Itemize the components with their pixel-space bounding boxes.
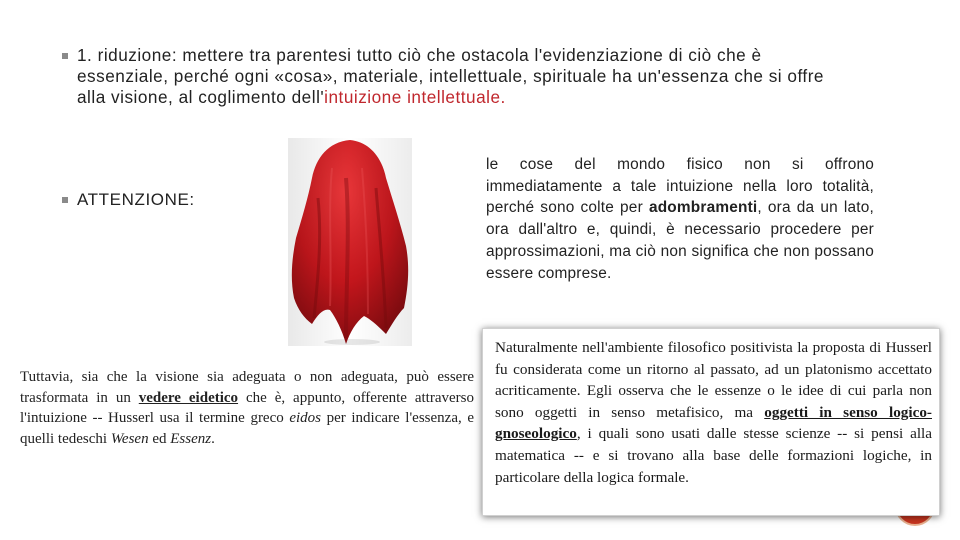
bullet-marker <box>62 197 68 203</box>
adombramenti-term: adombramenti <box>648 199 758 217</box>
eidetico-paragraph <box>20 367 474 449</box>
eidetico-text-1: Tuttavia, sia che la visione sia adeguata o non adeguata, può essere trasformata in un <box>20 369 474 406</box>
adombramenti-text-1: le cose del mondo fisico non si offrono immediatamente a tale intuizione nella loro totalità, perché sono colte per <box>486 156 874 217</box>
oggetti-logico-term: oggetti in senso logico-gnoseologico <box>495 403 932 443</box>
positivismo-box <box>482 328 940 516</box>
bullet-attenzione-text: ATTENZIONE: <box>77 190 195 209</box>
eidetico-text-2: che è, appunto, offerente attraverso l'intuizione -- Husserl usa il termine greco <box>20 389 474 426</box>
positivismo-text-2: , i quali sono usati dalle stesse scienze -- si pensi alla matematica -- e si trovano alla base delle formazioni logiche, in particolare della logica formale. <box>495 425 932 486</box>
adombramenti-paragraph <box>486 154 874 284</box>
eidetico-text-3: per indicare l'essenza, e quelli tedeschi <box>20 410 474 447</box>
vedere-eidetico-term: vedere eidetico <box>138 389 239 406</box>
bullet-marker <box>62 53 68 59</box>
bullet-riduzione <box>62 45 842 108</box>
eidetico-text-4: ed <box>148 430 171 447</box>
bullet-riduzione-prefix: 1. riduzione: mettere tra parentesi tutto ciò che ostacola l'evidenziazione di ciò che è essenziale, perché ogni «cosa», materiale, intellettuale, spirituale ha un'essenza che si offre alla visione, al coglimento dell' <box>77 45 824 107</box>
essenz-term: Essenz <box>170 430 212 447</box>
eidos-term: eidos <box>289 410 322 426</box>
red-cloth-image <box>288 138 412 346</box>
positivismo-text-1: Naturalmente nell'ambiente filosofico positivista la proposta di Husserl fu considerata come un ritorno al passato, ad un platonismo accettato acriticamente. Egli osserva che le essenze o le idee di cui parla non sono oggetti in senso metafisico, ma <box>495 339 932 421</box>
eidetico-text-5: . <box>211 430 215 447</box>
adombramenti-text-2: , ora da un lato, ora dall'altro e, quindi, è necessario procedere per approssimazioni, ma ciò non significa che non possano essere comprese. <box>486 199 874 282</box>
positivismo-paragraph <box>495 337 932 488</box>
bullet-riduzione-highlight: intuizione intellettuale. <box>324 87 506 107</box>
bullet-attenzione <box>62 190 195 210</box>
bullet-riduzione-text <box>77 45 842 108</box>
wesen-term: Wesen <box>110 430 149 447</box>
